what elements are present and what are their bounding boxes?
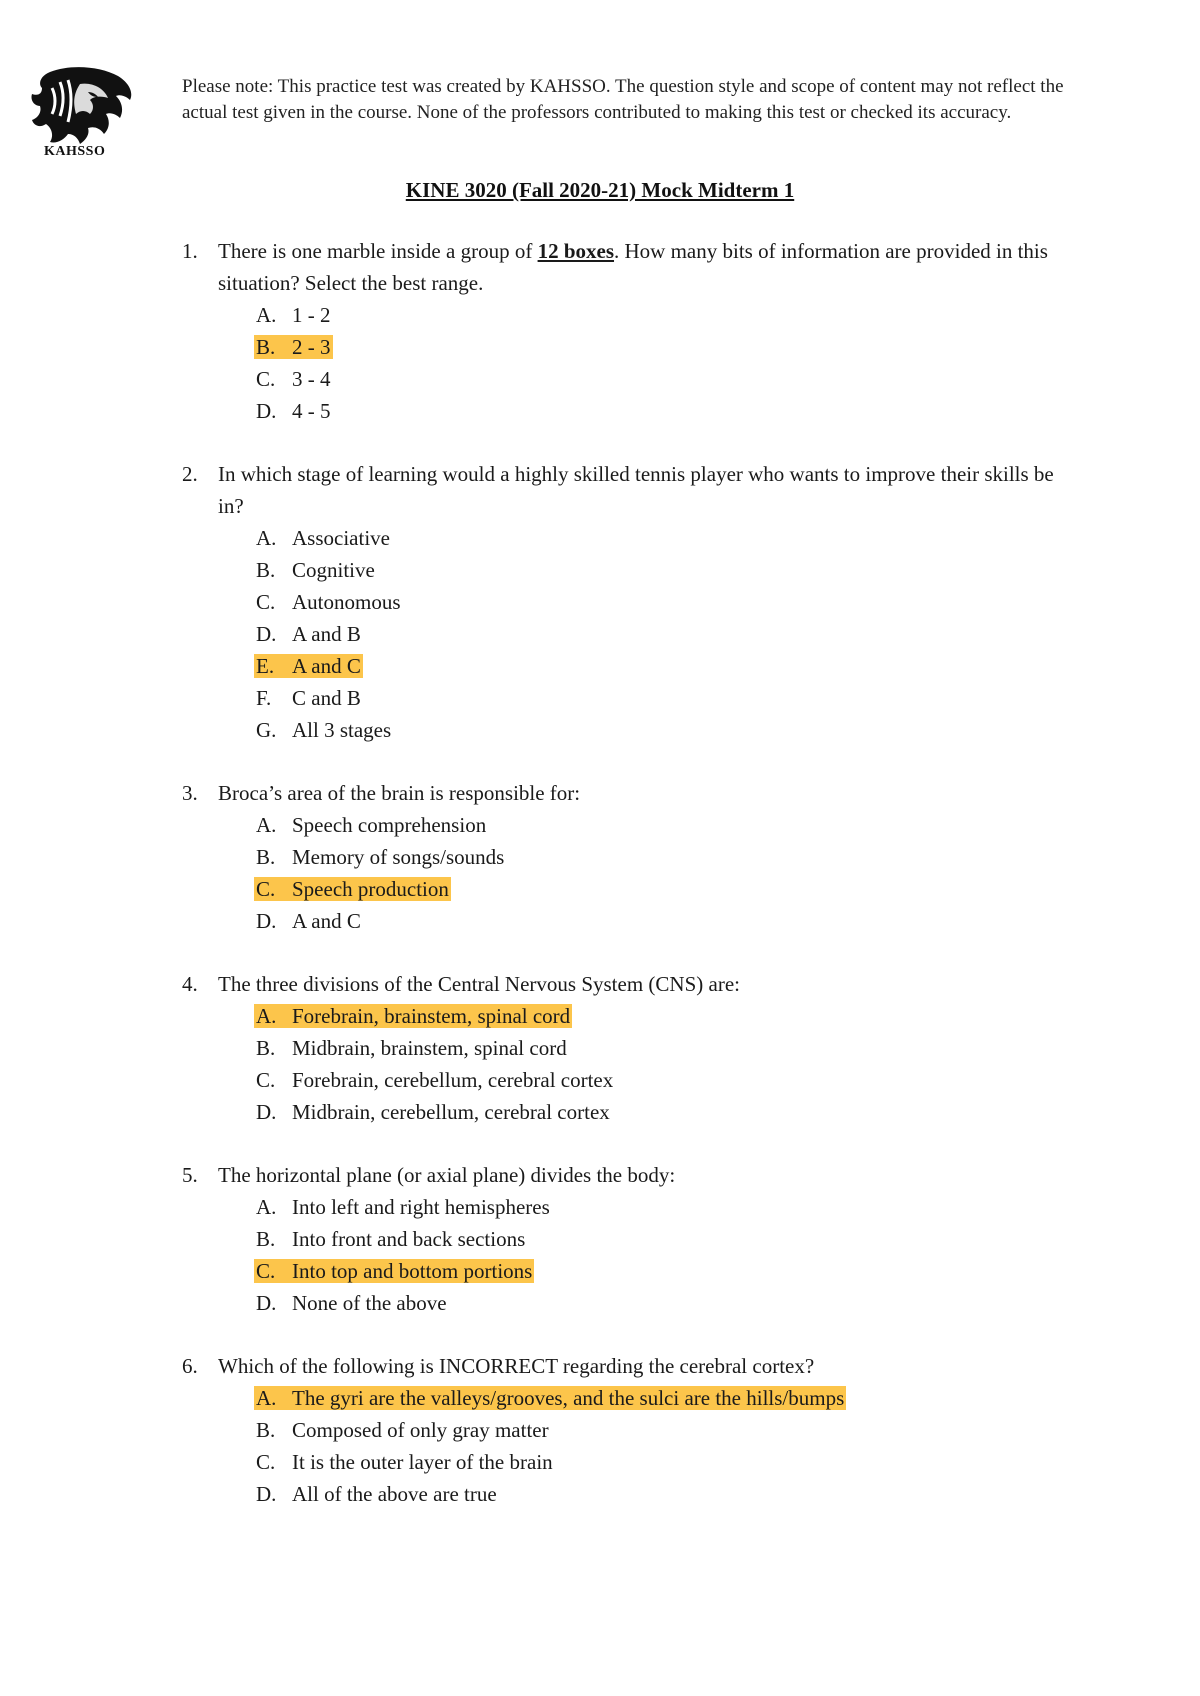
answer-text-wrap [254, 303, 333, 327]
option-text: Into top and bottom portions [292, 1259, 533, 1283]
question-6 [182, 1350, 1082, 1510]
option-letter: A. [256, 1195, 277, 1219]
answer-text-wrap [254, 399, 333, 423]
question-stem [182, 777, 1082, 809]
answer-option-correct [254, 1382, 1082, 1414]
answer-text-wrap [254, 909, 363, 933]
answer-options [182, 809, 1082, 937]
option-text: Speech comprehension [292, 813, 487, 837]
question-text [218, 968, 1082, 1000]
option-letter: D. [256, 1291, 277, 1315]
question-emphasis: 12 boxes [537, 239, 615, 263]
option-letter: A. [256, 1004, 277, 1028]
answer-text-wrap [254, 1036, 569, 1060]
highlighted-answer [254, 877, 451, 901]
page-title: KINE 3020 (Fall 2020-21) Mock Midterm 1 [405, 178, 795, 202]
answer-text-wrap [254, 1100, 612, 1124]
option-text: Speech production [292, 877, 449, 901]
option-letter: E. [256, 654, 275, 678]
question-1 [182, 235, 1082, 427]
answer-text-wrap [254, 813, 488, 837]
answer-option [254, 1096, 1082, 1128]
option-text: Into left and right hemispheres [292, 1195, 550, 1219]
answer-option [254, 299, 1082, 331]
answer-text-wrap [254, 1482, 499, 1506]
option-letter: B. [256, 1036, 276, 1060]
option-letter: C. [256, 1068, 276, 1092]
answer-option [254, 618, 1082, 650]
question-number: 6. [182, 1354, 198, 1378]
question-text-part: In which stage of learning would a highly skilled tennis player who wants to improve their skills be in? [218, 462, 1054, 518]
option-text: 2 - 3 [292, 335, 331, 359]
option-letter: C. [256, 1450, 276, 1474]
answer-option [254, 682, 1082, 714]
option-text: Forebrain, cerebellum, cerebral cortex [292, 1068, 614, 1092]
highlighted-answer [254, 654, 363, 678]
option-text: Into front and back sections [292, 1227, 526, 1251]
question-stem [182, 458, 1082, 522]
option-letter: D. [256, 1482, 277, 1506]
option-text: C and B [292, 686, 361, 710]
question-number: 4. [182, 972, 198, 996]
question-4 [182, 968, 1082, 1128]
option-letter: B. [256, 558, 276, 582]
answer-text-wrap [254, 1227, 527, 1251]
answer-option [254, 809, 1082, 841]
answer-text-wrap [254, 622, 363, 646]
answer-text-wrap [254, 1068, 615, 1092]
option-text: A and C [292, 654, 361, 678]
answer-option [254, 1064, 1082, 1096]
option-text: All 3 stages [292, 718, 392, 742]
question-text-part: Which of the following is INCORRECT regarding the cerebral cortex? [218, 1354, 815, 1378]
answer-options [182, 299, 1082, 427]
answer-option-correct [254, 873, 1082, 905]
option-text: Midbrain, brainstem, spinal cord [292, 1036, 567, 1060]
answer-text-wrap [254, 845, 506, 869]
answer-text-wrap [254, 1450, 555, 1474]
answer-options [182, 1191, 1082, 1319]
answer-option [254, 1032, 1082, 1064]
answer-option [254, 1223, 1082, 1255]
option-text: Memory of songs/sounds [292, 845, 505, 869]
answer-option-correct [254, 331, 1082, 363]
question-number: 1. [182, 239, 198, 263]
option-text: 3 - 4 [292, 367, 331, 391]
option-letter: A. [256, 526, 277, 550]
answer-options [182, 1382, 1082, 1510]
option-letter: G. [256, 718, 277, 742]
option-letter: C. [256, 590, 276, 614]
answer-option [254, 1446, 1082, 1478]
option-letter: B. [256, 1227, 276, 1251]
question-stem [182, 1159, 1082, 1191]
option-text: Midbrain, cerebellum, cerebral cortex [292, 1100, 610, 1124]
question-3 [182, 777, 1082, 937]
highlighted-answer [254, 1386, 846, 1410]
answer-option [254, 522, 1082, 554]
answer-options [182, 522, 1082, 746]
question-text [218, 235, 1082, 299]
question-text-part: The horizontal plane (or axial plane) divides the body: [218, 1163, 676, 1187]
answer-option [254, 905, 1082, 937]
answer-option [254, 363, 1082, 395]
option-letter: D. [256, 909, 277, 933]
option-text: The gyri are the valleys/grooves, and the sulci are the hills/bumps [292, 1386, 845, 1410]
question-text [218, 777, 1082, 809]
option-letter: C. [256, 877, 276, 901]
question-number: 2. [182, 462, 198, 486]
answer-option [254, 714, 1082, 746]
answer-text-wrap [254, 1418, 551, 1442]
question-stem [182, 968, 1082, 1000]
option-text: A and C [292, 909, 361, 933]
answer-option-correct [254, 1255, 1082, 1287]
answer-text-wrap [254, 1195, 552, 1219]
question-text [218, 1350, 1082, 1382]
answer-option [254, 1287, 1082, 1319]
answer-text-wrap [254, 1291, 449, 1315]
question-text-part: . How many bits of information are provided in this situation? Select the best range. [218, 239, 1048, 295]
question-text-part: There is one marble inside a group of [218, 239, 538, 263]
question-number: 3. [182, 781, 198, 805]
answer-option [254, 1191, 1082, 1223]
answer-option [254, 554, 1082, 586]
option-text: None of the above [292, 1291, 447, 1315]
disclaimer-note: Please note: This practice test was created by KAHSSO. The question style and scope of content may not reflect the actual test given in the course. None of the professors contributed to making this test or checked its accuracy. [182, 76, 1064, 123]
question-text-part: The three divisions of the Central Nervous System (CNS) are: [218, 972, 740, 996]
logo-label: KAHSSO [44, 144, 106, 159]
answer-text-wrap [254, 590, 403, 614]
answer-text-wrap [254, 367, 333, 391]
answer-option [254, 1478, 1082, 1510]
option-letter: C. [256, 1259, 276, 1283]
option-letter: B. [256, 1418, 276, 1442]
option-text: All of the above are true [292, 1482, 497, 1506]
question-stem [182, 235, 1082, 299]
question-stem [182, 1350, 1082, 1382]
option-letter: B. [256, 845, 276, 869]
option-text: 1 - 2 [292, 303, 331, 327]
question-number: 5. [182, 1163, 198, 1187]
option-letter: C. [256, 367, 276, 391]
question-text [218, 458, 1082, 522]
option-letter: F. [256, 686, 272, 710]
option-text: 4 - 5 [292, 399, 331, 423]
highlighted-answer [254, 1259, 534, 1283]
option-text: A and B [292, 622, 361, 646]
option-letter: D. [256, 1100, 277, 1124]
option-letter: B. [256, 335, 276, 359]
option-letter: A. [256, 303, 277, 327]
option-letter: D. [256, 399, 277, 423]
question-text-part: Broca’s area of the brain is responsible for: [218, 781, 581, 805]
answer-option-correct [254, 1000, 1082, 1032]
answer-option [254, 841, 1082, 873]
option-letter: D. [256, 622, 277, 646]
option-letter: A. [256, 813, 277, 837]
answer-option [254, 1414, 1082, 1446]
answer-text-wrap [254, 686, 363, 710]
option-text: It is the outer layer of the brain [292, 1450, 553, 1474]
question-2 [182, 458, 1082, 746]
answer-text-wrap [254, 526, 392, 550]
option-text: Composed of only gray matter [292, 1418, 549, 1442]
answer-option-correct [254, 650, 1082, 682]
answer-text-wrap [254, 558, 377, 582]
option-text: Forebrain, brainstem, spinal cord [292, 1004, 571, 1028]
question-list [182, 235, 1082, 1541]
option-letter: A. [256, 1386, 277, 1410]
question-text [218, 1159, 1082, 1191]
option-text: Associative [292, 526, 390, 550]
answer-text-wrap [254, 718, 393, 742]
answer-option [254, 395, 1082, 427]
option-text: Autonomous [292, 590, 401, 614]
highlighted-answer [254, 335, 333, 359]
highlighted-answer [254, 1004, 572, 1028]
option-text: Cognitive [292, 558, 375, 582]
answer-options [182, 1000, 1082, 1128]
answer-option [254, 586, 1082, 618]
question-5 [182, 1159, 1082, 1319]
